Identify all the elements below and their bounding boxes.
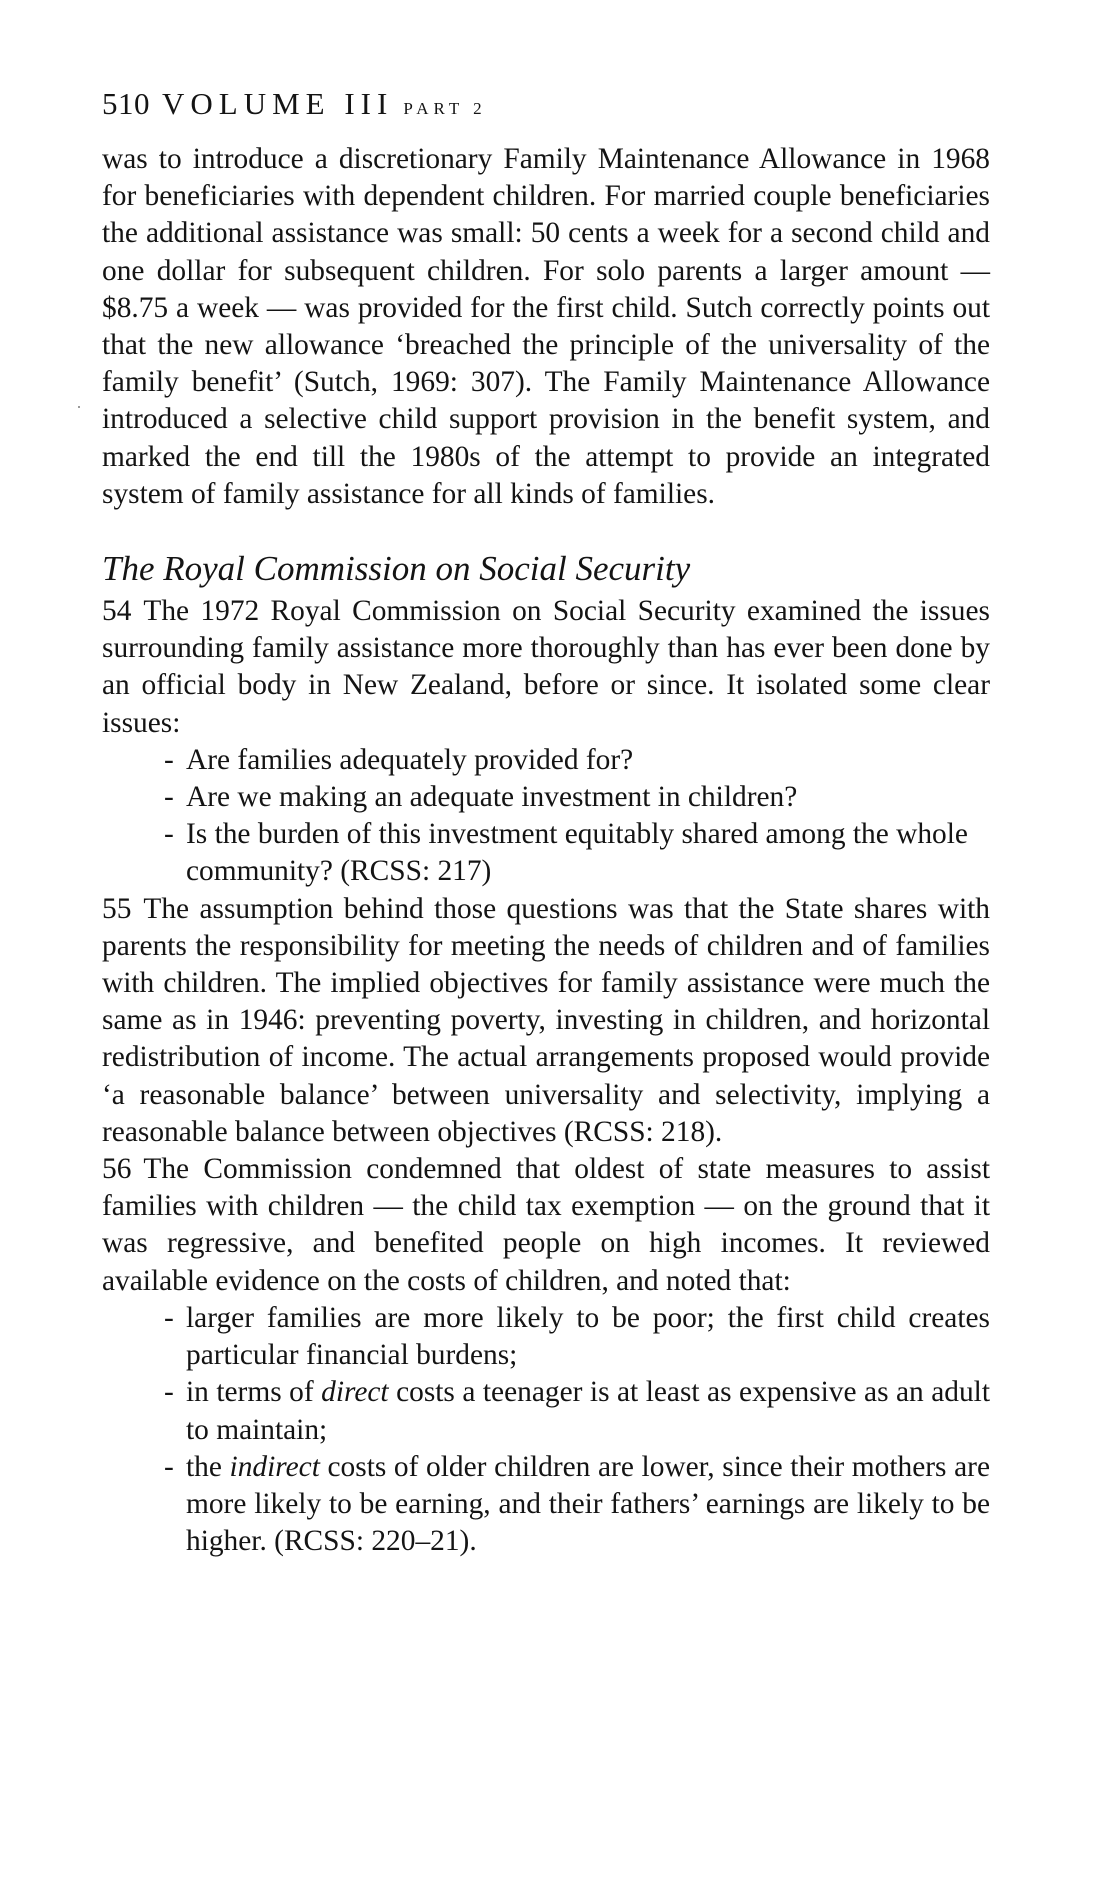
paragraph-56: [102, 1151, 990, 1300]
list-item: - Are families adequately provided for?: [164, 742, 990, 779]
dash-marker: -: [164, 781, 174, 814]
running-head: [102, 84, 990, 129]
list-item: - Are we making an adequate investment in children?: [164, 779, 990, 816]
paragraph-number: 54: [102, 595, 132, 628]
list-item: - Is the burden of this investment equitably shared among the whole community? (RCSS: 217): [164, 818, 968, 888]
dash-marker: -: [164, 818, 174, 851]
volume-label: VOLUME III: [162, 86, 394, 121]
paragraph-number: 56: [102, 1153, 132, 1186]
paragraph-text: The Commission condemned that oldest of state measures to assist families with children — the child tax exemption — on the ground that it was regressive, and benefited people on high incomes. It reviewed available evidence on the costs of children, and noted that:: [102, 1153, 990, 1297]
dash-marker: -: [164, 1301, 174, 1334]
intro-paragraph: was to introduce a discretionary Family Maintenance Allowance in 1968 for beneficiaries with dependent children. For married couple beneficiaries the additional assistance was small: 50 cents a week for a second child and one dollar for subsequent children. For solo parents a larger amount — $8.75 a week — was provided for the first child. Sutch correctly points out that the new allowance ‘breached the principle of the universality of the family benefit’ (Sutch, 1969: 307). The Family Maintenance Allowance introduced a selective child support provision in the benefit system, and marked the end till the 1980s of the attempt to provide an integrated system of family assistance for all kinds of families.: [102, 143, 990, 510]
costs-list: [102, 1300, 990, 1560]
emphasis: indirect: [229, 1450, 320, 1483]
emphasis: direct: [321, 1376, 389, 1409]
issues-list: [102, 742, 990, 891]
part-label: PART 2: [403, 99, 487, 118]
dash-marker: -: [164, 743, 174, 776]
list-item: - in terms of direct costs a teenager is at least as expensive as an adult to maintain;: [164, 1376, 991, 1446]
paragraph-55: [102, 891, 990, 1151]
dash-marker: -: [164, 1450, 174, 1483]
dash-marker: -: [164, 1376, 174, 1409]
list-item: - the indirect costs of older children are lower, since their mothers are more likely to be earning, and their fathers’ earnings are likely to be higher. (RCSS: 220–21).: [164, 1450, 990, 1558]
paragraph-text: The assumption behind those questions was that the State shares with parents the responsibility for meeting the needs of children and of families with children. The implied objectives for family assistance were much the same as in 1946: preventing poverty, investing in children, and horizontal redistribution of income. The actual arrangements proposed would provide ‘a reasonable balance’ between universality and selectivity, implying a reasonable balance between objectives (RCSS: 218).: [102, 892, 990, 1148]
paragraph-54: [102, 593, 990, 742]
paragraph-text: The 1972 Royal Commission on Social Security examined the issues surrounding family assistance more thoroughly than has ever been done by an official body in New Zealand, before or since. It isolated some clear issues:: [102, 595, 990, 739]
paragraph-number: 55: [102, 892, 132, 925]
page-number: 510: [102, 86, 150, 121]
list-item: - larger families are more likely to be poor; the first child creates particular financial burdens;: [164, 1301, 990, 1372]
page: [102, 84, 990, 1560]
section-heading: The Royal Commission on Social Security: [102, 549, 691, 589]
margin-mark: [78, 406, 80, 408]
